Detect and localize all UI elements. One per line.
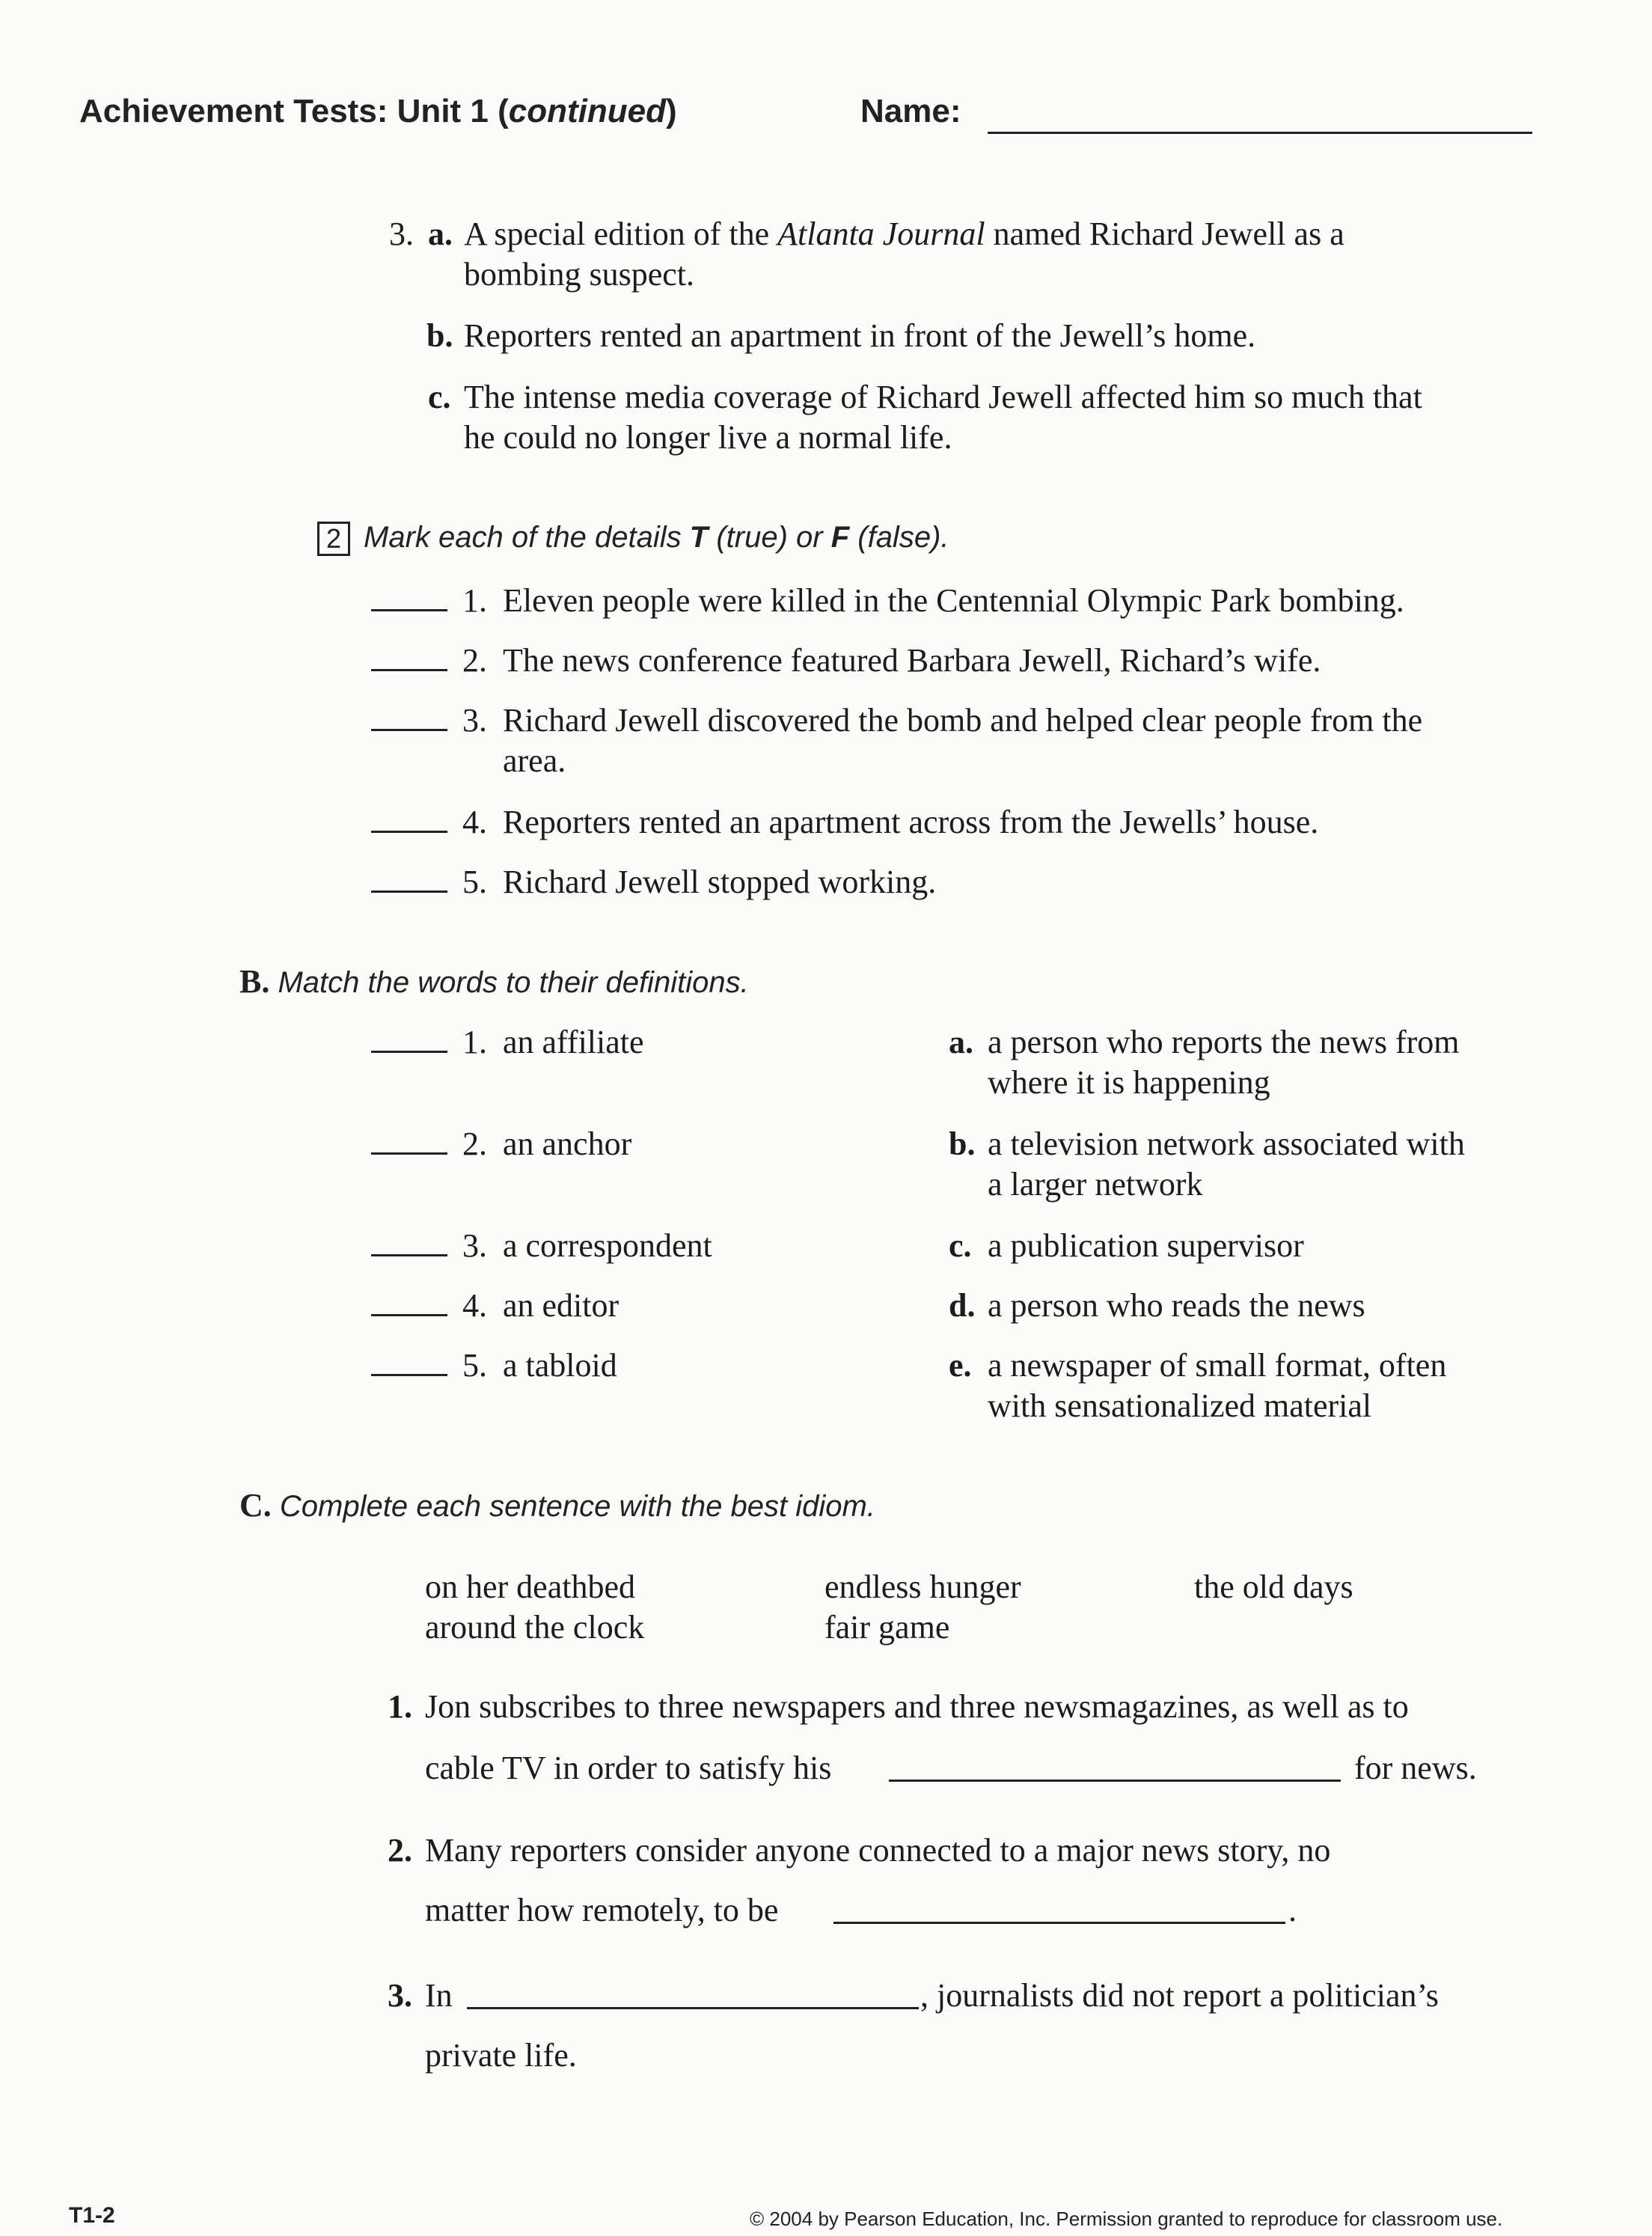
idiom: on her deathbed [425,1568,635,1605]
item-text: Eleven people were killed in the Centennial Olympic Park bombing. [503,582,1404,619]
page-code: T1-2 [69,2203,115,2228]
sentence-number: 2. [388,1832,412,1869]
item-number: 5. [462,1347,487,1384]
item-text: The news conference featured Barbara Jewell, Richard’s wife. [503,642,1321,679]
item-number: 1. [462,582,487,619]
answer-blank[interactable] [371,831,447,833]
item-number: 1. [462,1024,487,1060]
word-text: an anchor [503,1125,632,1162]
answer-blank[interactable] [371,1152,447,1155]
option-text-cont: bombing suspect. [464,256,694,293]
page-title: Achievement Tests: Unit 1 (continued) [79,93,677,129]
definition-letter: c. [949,1227,972,1264]
word-list [371,1022,835,1411]
item-number: 3. [462,702,487,739]
item-text: Reporters rented an apartment across from the Jewells’ house. [503,804,1319,840]
definition-text-cont: where it is happening [988,1064,1270,1101]
definition-text-cont: a larger network [988,1166,1203,1203]
section-b-instruction: B. Match the words to their definitions. [239,963,749,1000]
item-number: 2. [462,1125,487,1162]
answer-blank[interactable] [467,2007,919,2009]
sentence-text-end: . [1288,1892,1297,1928]
name-answer-line[interactable] [988,132,1532,134]
sentence-text: Jon subscribes to three newspapers and three newsmagazines, as well as to [425,1688,1409,1725]
name-label: Name: [860,93,961,129]
true-false-list [371,581,1568,910]
item-number: 4. [462,804,487,840]
word-text: a tabloid [503,1347,617,1384]
item-text: Richard Jewell discovered the bomb and helped clear people from the [503,702,1423,739]
answer-blank[interactable] [833,1922,1285,1924]
definition-text: a newspaper of small format, often [988,1347,1447,1384]
answer-blank[interactable] [371,1314,447,1316]
idiom-word-bank [425,1567,1472,1657]
idiom: the old days [1194,1568,1353,1605]
word-text: an affiliate [503,1024,644,1060]
answer-blank[interactable] [371,1051,447,1053]
word-text: an editor [503,1287,620,1324]
definition-list [949,1022,1607,1441]
answer-blank[interactable] [371,1254,447,1256]
copyright-notice: © 2004 by Pearson Education, Inc. Permission granted to reproduce for classroom use. [750,2208,1503,2230]
definition-text: a publication supervisor [988,1227,1304,1264]
sentence-text-cont: matter how remotely, to be [425,1892,779,1928]
answer-blank[interactable] [371,729,447,731]
option-letter: a. [428,216,453,252]
section-c-instruction: C. Complete each sentence with the best idiom. [239,1487,875,1524]
item-text: Richard Jewell stopped working. [503,864,937,900]
sentence-text-end: , journalists did not report a politician’s [920,1977,1439,2014]
idiom: around the clock [425,1609,645,1646]
idiom: fair game [825,1609,950,1646]
sentence-text: In [425,1977,453,2014]
option-letter: c. [428,379,451,415]
section-letter: B. [239,963,270,1000]
item-number: 3. [462,1227,487,1264]
definition-text: a person who reads the news [988,1287,1365,1324]
sentence-list [388,1687,1585,2076]
section-2-instruction: 2 Mark each of the details T (true) or F (false). [317,521,949,556]
section-letter: C. [239,1487,272,1524]
definition-letter: a. [949,1024,973,1060]
question-3 [389,214,1556,461]
idiom: endless hunger [825,1568,1021,1605]
word-text: a correspondent [503,1227,712,1264]
answer-blank[interactable] [371,891,447,893]
option-text: A special edition of the Atlanta Journal named Richard Jewell as a [464,216,1344,252]
definition-letter: e. [949,1347,972,1384]
definition-letter: d. [949,1287,976,1324]
section-number-box: 2 [317,522,350,556]
definition-letter: b. [949,1125,976,1162]
option-text-cont: he could no longer live a normal life. [464,419,952,456]
option-letter: b. [426,317,453,354]
answer-blank[interactable] [371,609,447,611]
option-text: Reporters rented an apartment in front of the Jewell’s home. [464,317,1256,354]
definition-text: a television network associated with [988,1125,1465,1162]
item-number: 5. [462,864,487,900]
sentence-number: 3. [388,1977,412,2014]
sentence-number: 1. [388,1688,412,1725]
answer-blank[interactable] [371,1374,447,1376]
sentence-text-cont: cable TV in order to satisfy his [425,1750,832,1786]
question-number: 3. [389,216,414,252]
sentence-text-end: for news. [1354,1750,1477,1786]
sentence-text-cont: private life. [425,2037,577,2074]
answer-blank[interactable] [889,1780,1341,1782]
item-text-cont: area. [503,742,566,779]
item-number: 2. [462,642,487,679]
sentence-text: Many reporters consider anyone connected to a major news story, no [425,1832,1331,1869]
option-text: The intense media coverage of Richard Jewell affected him so much that [464,379,1422,415]
item-number: 4. [462,1287,487,1324]
definition-text: a person who reports the news from [988,1024,1460,1060]
definition-text-cont: with sensationalized material [988,1387,1372,1424]
answer-blank[interactable] [371,669,447,671]
